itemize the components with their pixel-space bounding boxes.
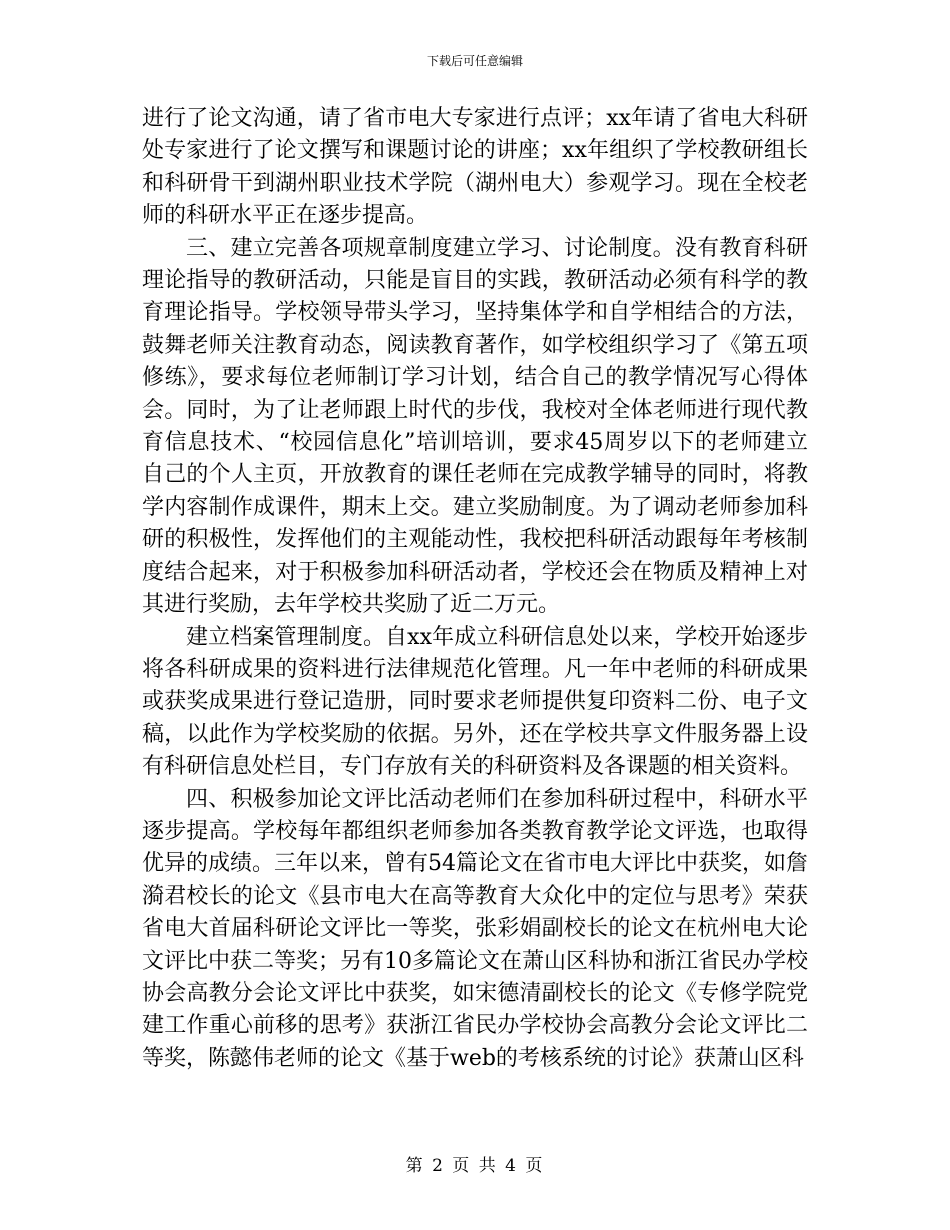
- paragraph-continuation: 进行了论文沟通，请了省市电大专家进行点评；xx年请了省电大科研处专家进行了论文撰写和课题讨论的讲座；xx年组织了学校教研组长和科研骨干到湖州职业技术学院（湖州电大）参观学习。现在全校老师的科研水平正在逐步提高。: [142, 106, 808, 229]
- paragraph-archive-management: 建立档案管理制度。自xx年成立科研信息处以来，学校开始逐步将各科研成果的资料进行法律规范化管理。凡一年中老师的科研成果或获奖成果进行登记造册，同时要求老师提供复印资料二份、电子文稿，以此作为学校奖励的依据。另外，还在学校共享文件服务器上设有科研信息处栏目，专门存放有关的科研资料及各课题的相关资料。: [142, 624, 808, 780]
- paragraph-regulations: 三、建立完善各项规章制度建立学习、讨论制度。没有教育科研理论指导的教研活动，只能是盲目的实践，教研活动必须有科学的教育理论指导。学校领导带头学习，坚持集体学和自学相结合的方法，鼓舞老师关注教育动态，阅读教育著作，如学校组织学习了《第五项修练》，要求每位老师制订学习计划，结合自己的教学情况写心得体会。同时，为了让老师跟上时代的步伐，我校对全体老师进行现代教育信息技术、“校园信息化”培训培训，要求45周岁以下的老师建立自己的个人主页，开放教育的课任老师在完成教学辅导的同时，将教学内容制作成课件，期末上交。建立奖励制度。为了调动老师参加科研的积极性，发挥他们的主观能动性，我校把科研活动跟每年考核制度结合起来，对于积极参加科研活动者，学校还会在物质及精神上对其进行奖励，去年学校共奖励了近二万元。: [142, 235, 808, 618]
- page-header-note: 下载后可任意编辑: [426, 54, 523, 68]
- page-number-footer: 第 2 页 共 4 页: [405, 1156, 545, 1176]
- document-body: [142, 103, 808, 1075]
- paragraph-paper-competition: 四、积极参加论文评比活动老师们在参加科研过程中，科研水平逐步提高。学校每年都组织老师参加各类教育教学论文评选，也取得优异的成绩。三年以来，曾有54篇论文在省市电大评比中获奖，如詹漪君校长的论文《县市电大在高等教育大众化中的定位与思考》荣获省电大首届科研论文评比一等奖，张彩娟副校长的论文在杭州电大论文评比中获二等奖；另有10多篇论文在萧山区科协和浙江省民办学校协会高教分会论文评比中获奖，如宋德清副校长的论文《专修学院党建工作重心前移的思考》获浙江省民办学校协会高教分会论文评比二等奖，陈懿伟老师的论文《基于web的考核系统的讨论》获萧山区科: [142, 786, 808, 1071]
